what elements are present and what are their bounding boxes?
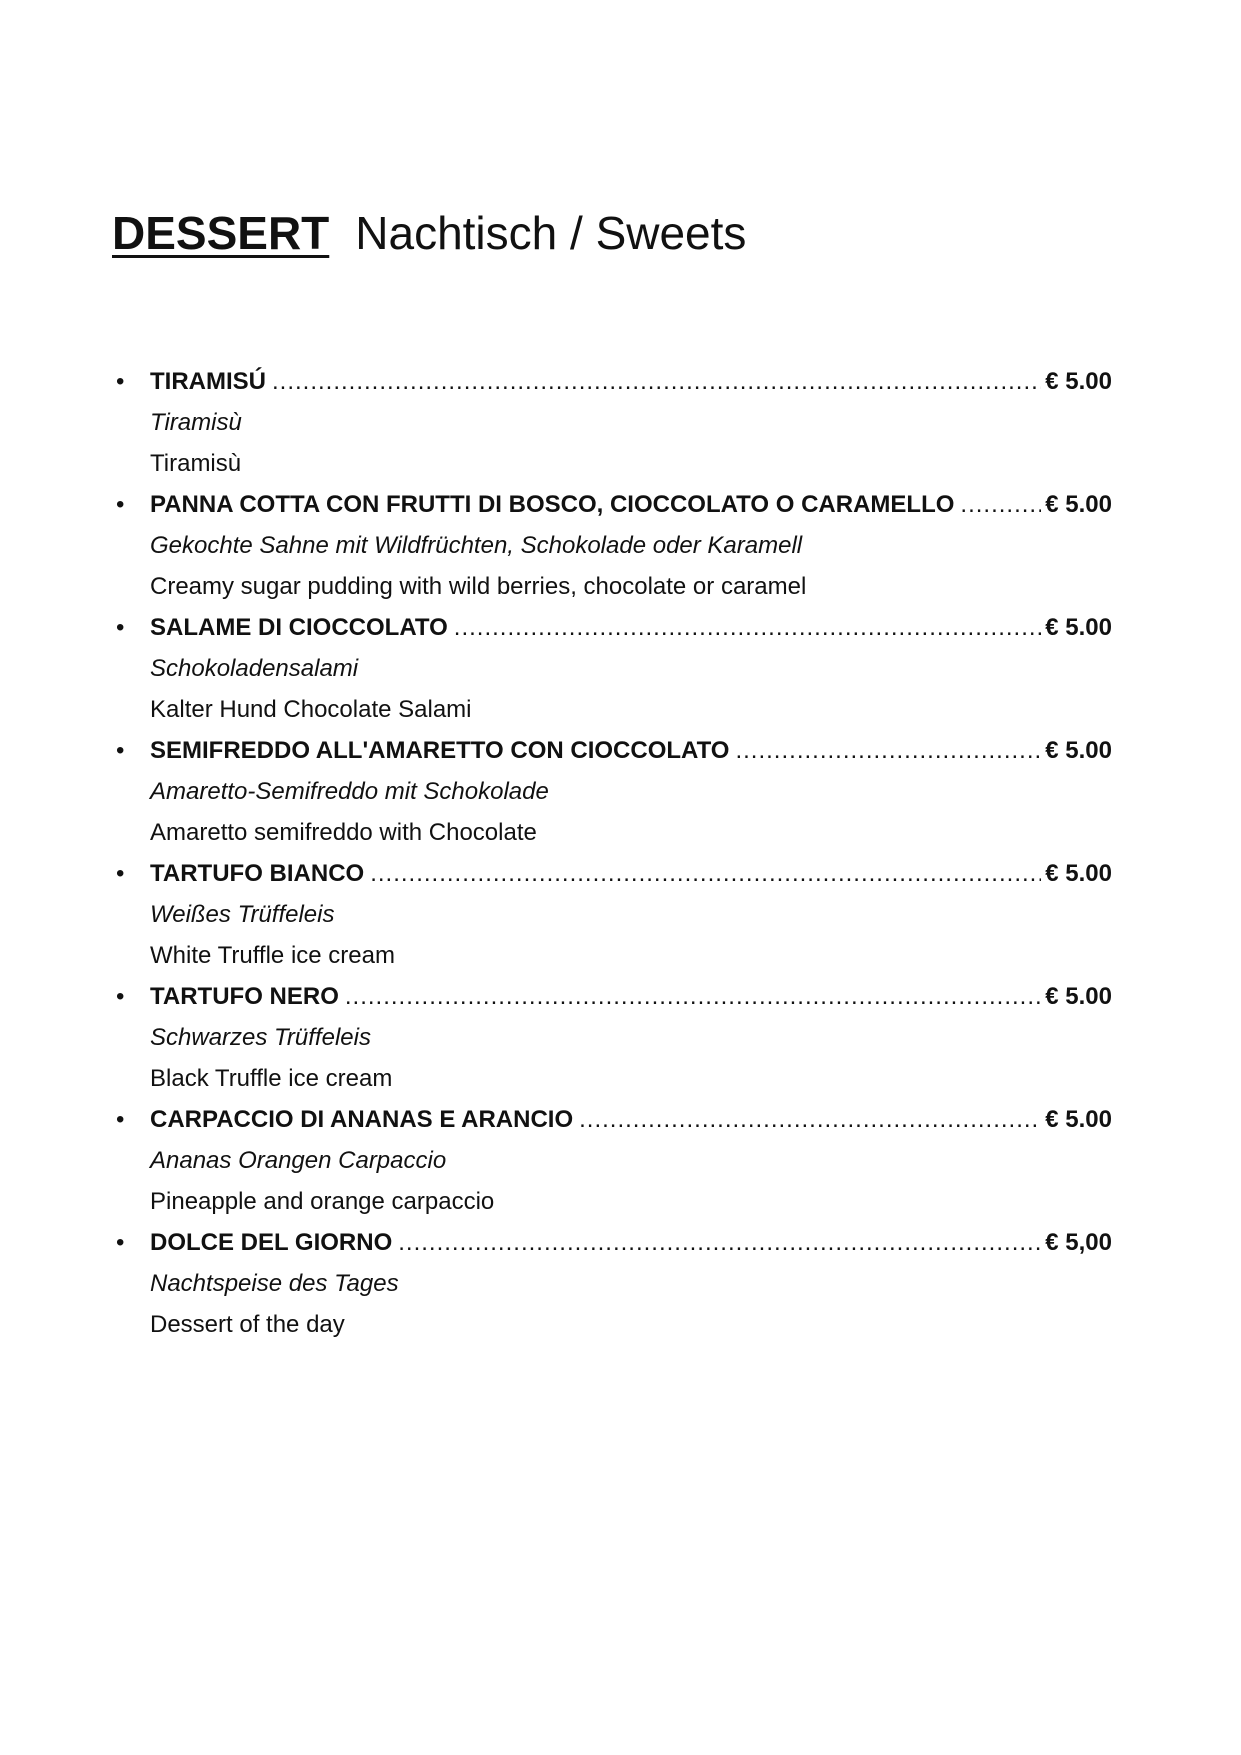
bullet-icon: • (116, 1229, 125, 1256)
item-english-description: Tiramisù (150, 450, 242, 477)
dot-leader (272, 361, 1041, 402)
dot-leader (960, 484, 1041, 525)
item-german-description: Amaretto-Semifreddo mit Schokolade (150, 778, 549, 805)
bullet-icon: • (116, 860, 125, 887)
item-english-description: White Truffle ice cream (150, 942, 395, 969)
item-line (150, 484, 1112, 525)
item-line (150, 730, 1112, 771)
item-german-description: Weißes Trüffeleis (150, 901, 335, 928)
list-item (112, 730, 1112, 853)
page-heading (112, 205, 746, 261)
bullet-icon: • (116, 491, 125, 518)
item-name: CARPACCIO DI ANANAS E ARANCIO (150, 1106, 574, 1133)
dot-leader (370, 853, 1041, 894)
item-name: PANNA COTTA CON FRUTTI DI BOSCO, CIOCCOLATO O CARAMELLO (150, 491, 955, 518)
list-item (112, 1222, 1112, 1345)
item-line (150, 607, 1112, 648)
item-german-description: Schokoladensalami (150, 655, 359, 682)
item-price: € 5,00 (1045, 1229, 1112, 1256)
item-line (150, 1222, 1112, 1263)
item-line (150, 361, 1112, 402)
item-line (150, 976, 1112, 1017)
bullet-icon: • (116, 368, 125, 395)
item-price: € 5.00 (1045, 860, 1112, 887)
dot-leader (454, 607, 1041, 648)
bullet-icon: • (116, 614, 125, 641)
item-english-description: Pineapple and orange carpaccio (150, 1188, 495, 1215)
bullet-icon: • (116, 983, 125, 1010)
item-name: TARTUFO BIANCO (150, 860, 365, 887)
item-price: € 5.00 (1045, 1106, 1112, 1133)
dot-leader (735, 730, 1041, 771)
list-item (112, 484, 1112, 607)
item-name: SALAME DI CIOCCOLATO (150, 614, 448, 641)
item-line (150, 1099, 1112, 1140)
item-german-description: Tiramisù (150, 409, 242, 436)
item-english-description: Dessert of the day (150, 1311, 345, 1338)
item-line (150, 853, 1112, 894)
dot-leader (579, 1099, 1041, 1140)
item-price: € 5.00 (1045, 737, 1112, 764)
dot-leader (345, 976, 1041, 1017)
item-english-description: Creamy sugar pudding with wild berries, chocolate or caramel (150, 573, 807, 600)
item-price: € 5.00 (1045, 368, 1112, 395)
item-german-description: Gekochte Sahne mit Wildfrüchten, Schokolade oder Karamell (150, 532, 803, 559)
item-name: SEMIFREDDO ALL'AMARETTO CON CIOCCOLATO (150, 737, 730, 764)
list-item (112, 607, 1112, 730)
dot-leader (398, 1222, 1041, 1263)
item-english-description: Amaretto semifreddo with Chocolate (150, 819, 537, 846)
item-name: TARTUFO NERO (150, 983, 339, 1010)
item-english-description: Kalter Hund Chocolate Salami (150, 696, 472, 723)
item-price: € 5.00 (1045, 491, 1112, 518)
list-item (112, 1099, 1112, 1222)
item-german-description: Schwarzes Trüffeleis (150, 1024, 371, 1051)
item-name: TIRAMISÚ (150, 368, 266, 395)
bullet-icon: • (116, 737, 125, 764)
page-subtitle: Nachtisch / Sweets (355, 207, 747, 259)
item-english-description: Black Truffle ice cream (150, 1065, 393, 1092)
list-item (112, 853, 1112, 976)
item-german-description: Nachtspeise des Tages (150, 1270, 399, 1297)
page-title: DESSERT (112, 207, 330, 259)
item-price: € 5.00 (1045, 614, 1112, 641)
item-german-description: Ananas Orangen Carpaccio (150, 1147, 447, 1174)
item-price: € 5.00 (1045, 983, 1112, 1010)
item-name: DOLCE DEL GIORNO (150, 1229, 393, 1256)
list-item (112, 361, 1112, 484)
list-item (112, 976, 1112, 1099)
bullet-icon: • (116, 1106, 125, 1133)
dessert-list (112, 361, 1112, 1345)
